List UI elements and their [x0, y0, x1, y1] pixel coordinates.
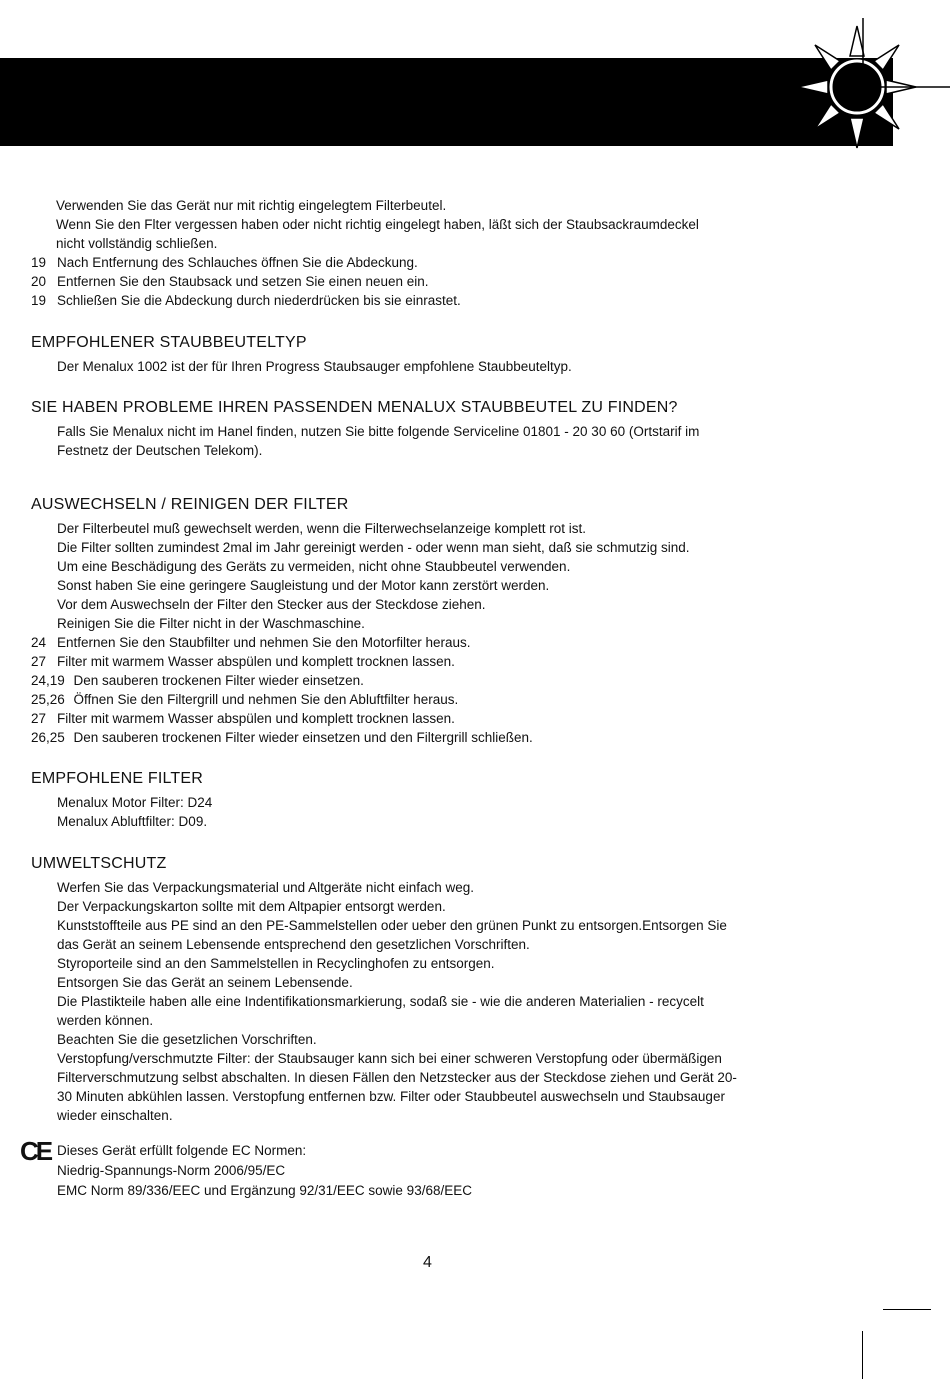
text-line: Die Filter sollten zumindest 2mal im Jahr gereinigt werden - oder wenn man sieht, daß sie schmutzig sind. [57, 540, 690, 555]
text-line: Filter mit warmem Wasser abspülen und komplett trocknen lassen. [57, 711, 455, 726]
text-line: Schließen Sie die Abdeckung durch niederdrücken bis sie einrastet. [57, 293, 461, 308]
text-line: Der Verpackungskarton sollte mit dem Altpapier entsorgt werden. [57, 899, 446, 914]
text-line: Sonst haben Sie eine geringere Saugleistung und der Motor kann zerstört werden. [57, 578, 550, 593]
text-line: Verwenden Sie das Gerät nur mit richtig eingelegtem Filterbeutel. [56, 198, 447, 213]
step-number: 26,25 [31, 730, 65, 745]
text-line: Vor dem Auswechseln der Filter den Stecker aus der Steckdose ziehen. [57, 597, 486, 612]
crop-mark-vertical [862, 1331, 863, 1379]
text-line: Um eine Beschädigung des Geräts zu vermeiden, nicht ohne Staubbeutel verwenden. [57, 559, 571, 574]
step-number: 20 [31, 274, 47, 289]
text-line: Nach Entfernung des Schlauches öffnen Sie die Abdeckung. [57, 255, 418, 270]
text-line: wieder einschalten. [57, 1108, 173, 1123]
section-heading: UMWELTSCHUTZ [31, 855, 167, 872]
section-heading: EMPFOHLENER STAUBBEUTELTYP [31, 334, 307, 351]
text-line: Den sauberen trockenen Filter wieder einsetzen. [73, 673, 364, 688]
text-line: Menalux Abluftfilter: D09. [57, 814, 208, 829]
step-number: 19 [31, 293, 47, 308]
header-bar [0, 58, 893, 146]
text-line: Entfernen Sie den Staubfilter und nehmen Sie den Motorfilter heraus. [57, 635, 471, 650]
text-line: Beachten Sie die gesetzlichen Vorschriften. [57, 1032, 317, 1047]
section-heading: AUSWECHSELN / REINIGEN DER FILTER [31, 496, 349, 513]
text-line: Entsorgen Sie das Gerät an seinem Lebensende. [57, 975, 353, 990]
text-line: Den sauberen trockenen Filter wieder einsetzen und den Filtergrill schließen. [73, 730, 533, 745]
step-number: 24 [31, 635, 47, 650]
text-line: werden können. [57, 1013, 154, 1028]
text-line: Styroporteile sind an den Sammelstellen in Recyclinghofen zu entsorgen. [57, 956, 495, 971]
text-line: 30 Minuten abkühlen lassen. Verstopfung entfernen bzw. Filter oder Staubbeutel auswechseln und Staubsauger [57, 1089, 725, 1104]
section-heading: EMPFOHLENE FILTER [31, 770, 204, 787]
text-line: das Gerät an seinem Lebensende entsprechend den gesetzlichen Vorschriften. [57, 937, 530, 952]
text-line: Entfernen Sie den Staubsack und setzen Sie einen neuen ein. [57, 274, 429, 289]
ce-mark-icon: CE [20, 1136, 51, 1166]
text-line: Kunststoffteile aus PE sind an den PE-Sammelstellen oder ueber den grünen Punkt zu entsorgen.Entsorgen Sie [57, 918, 727, 933]
page-number: 4 [423, 1254, 432, 1271]
text-line: Der Menalux 1002 ist der für Ihren Progress Staubsauger empfohlene Staubbeuteltyp. [57, 359, 572, 374]
text-line: Reinigen Sie die Filter nicht in der Waschmaschine. [57, 616, 365, 631]
text-line: Öffnen Sie den Filtergrill und nehmen Sie den Abluftfilter heraus. [73, 692, 459, 707]
text-line: Verstopfung/verschmutzte Filter: der Staubsauger kann sich bei einer schweren Verstopfung oder übermäßigen [57, 1051, 722, 1066]
text-line: Der Filterbeutel muß gewechselt werden, wenn die Filterwechselanzeige komplett rot ist. [57, 521, 586, 536]
ce-line: Niedrig-Spannungs-Norm 2006/95/EC [57, 1163, 286, 1178]
step-number: 24,19 [31, 673, 65, 688]
ce-line: EMC Norm 89/336/EEC und Ergänzung 92/31/EEC sowie 93/68/EEC [57, 1183, 472, 1198]
text-line: Die Plastikteile haben alle eine Indentifikationsmarkierung, sodaß sie - wie die anderen Materialien - recycelt [57, 994, 704, 1009]
crop-mark-horizontal [883, 1309, 931, 1310]
step-number: 27 [31, 654, 47, 669]
text-line: Wenn Sie den Flter vergessen haben oder nicht richtig eingelegt haben, läßt sich der Staubsackraumdeckel [56, 217, 699, 232]
text-line: Menalux Motor Filter: D24 [57, 795, 213, 810]
step-number: 25,26 [31, 692, 65, 707]
text-line: Festnetz der Deutschen Telekom). [57, 443, 263, 458]
text-line: Filterverschmutzung selbst abschalten. In diesen Fällen den Netzstecker aus der Steckdose ziehen und Gerät 20- [57, 1070, 737, 1085]
sun-logo-icon [800, 18, 950, 168]
step-number: 27 [31, 711, 47, 726]
text-line: Werfen Sie das Verpackungsmaterial und Altgeräte nicht einfach weg. [57, 880, 474, 895]
section-heading: SIE HABEN PROBLEME IHREN PASSENDEN MENALUX STAUBBEUTEL ZU FINDEN? [31, 399, 678, 416]
text-line: nicht vollständig schließen. [56, 236, 218, 251]
text-line: Filter mit warmem Wasser abspülen und komplett trocknen lassen. [57, 654, 455, 669]
text-line: Falls Sie Menalux nicht im Hanel finden, nutzen Sie bitte folgende Serviceline 01801 - 20 30 60 (Ortstarif im [57, 424, 700, 439]
ce-line: Dieses Gerät erfüllt folgende EC Normen: [57, 1143, 307, 1158]
step-number: 19 [31, 255, 47, 270]
